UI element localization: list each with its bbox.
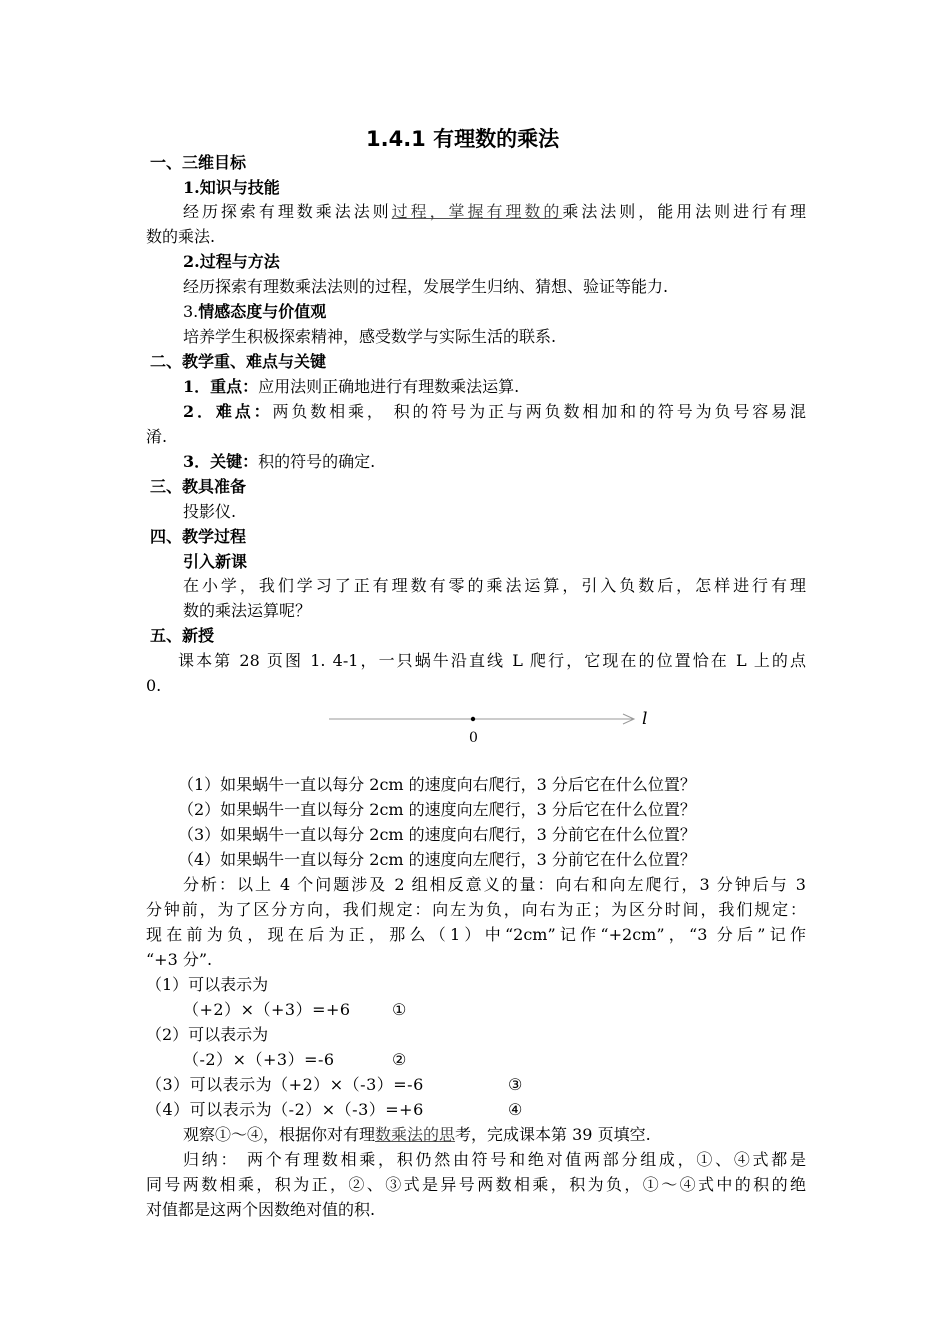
subheading-process: 2.过程与方法 — [183, 252, 280, 271]
representation-4: （4）可以表示为（-2）×（-3）=+6 — [146, 1100, 424, 1119]
difficulty-line2: 淆. — [146, 427, 168, 446]
observe-line: 观察①～④，根据你对有理数乘法的思考，完成课本第 39 页填空. — [183, 1125, 651, 1144]
representation-1-label: （1）可以表示为 — [146, 975, 269, 994]
knowledge-text-line1: 经历探索有理数乘法法则过程，掌握有理数的乘法法则，能用法则进行有理 — [183, 202, 806, 221]
subheading-emotion: 3.情感态度与价值观 — [183, 302, 327, 321]
equation-mark-4: ④ — [508, 1100, 523, 1119]
induction-line1: 归纳： 两个有理数相乘，积仍然由符号和绝对值两部分组成，①、④式都是 — [183, 1150, 806, 1169]
intro-text-line2: 数的乘法运算呢？ — [183, 601, 312, 620]
question-4: （4）如果蜗牛一直以每分 2cm 的速度向左爬行，3 分前它在什么位置？ — [178, 850, 696, 869]
representation-2-expr: （-2）×（+3）=-6 — [183, 1050, 335, 1069]
section-heading-objectives: 一、三维目标 — [150, 153, 247, 172]
representation-3: （3）可以表示为（+2）×（-3）=-6 — [146, 1075, 424, 1094]
question-1: （1）如果蜗牛一直以每分 2cm 的速度向右爬行，3 分后它在什么位置？ — [178, 775, 696, 794]
crux-line: 3．关键：积的符号的确定. — [183, 452, 376, 471]
representation-2-label: （2）可以表示为 — [146, 1025, 269, 1044]
analysis-line2: 分钟前，为了区分方向，我们规定：向左为负，向右为正；为区分时间，我们规定： — [146, 900, 806, 919]
equation-mark-2: ② — [392, 1050, 407, 1069]
lesson-intro-line1: 课本第 28 页图 1. 4-1，一只蜗牛沿直线 L 爬行，它现在的位置恰在 L 上的点 — [178, 651, 806, 670]
number-line-figure — [320, 704, 670, 748]
analysis-line4: “+3 分”. — [146, 950, 213, 969]
knowledge-text-line2: 数的乘法. — [146, 227, 216, 246]
difficulty-line1: 2．难点：两负数相乘， 积的符号为正与两负数相加和的符号为负号容易混 — [183, 402, 806, 421]
origin-label: 0 — [469, 730, 478, 746]
subheading-knowledge: 1.知识与技能 — [183, 178, 280, 197]
intro-text-line1: 在小学，我们学习了正有理数有零的乘法运算，引入负数后，怎样进行有理 — [183, 576, 806, 595]
line-label: l — [642, 709, 648, 729]
key-point-line: 1．重点：应用法则正确地进行有理数乘法运算. — [183, 377, 520, 396]
page-title: 1.4.1 有理数的乘法 — [366, 127, 560, 151]
section-heading-process: 四、教学过程 — [150, 527, 247, 546]
induction-line2: 同号两数相乘，积为正，②、③式是异号两数相乘，积为负，①～④式中的积的绝 — [146, 1175, 806, 1194]
subheading-intro: 引入新课 — [183, 552, 248, 571]
process-text: 经历探索有理数乘法法则的过程，发展学生归纳、猜想、验证等能力. — [183, 277, 669, 296]
question-2: （2）如果蜗牛一直以每分 2cm 的速度向左爬行，3 分后它在什么位置？ — [178, 800, 696, 819]
section-heading-key-points: 二、教学重、难点与关键 — [150, 352, 327, 371]
origin-point — [471, 717, 475, 721]
question-3: （3）如果蜗牛一直以每分 2cm 的速度向右爬行，3 分前它在什么位置？ — [178, 825, 696, 844]
equation-mark-1: ① — [392, 1000, 407, 1019]
tools-text: 投影仪. — [183, 502, 237, 521]
equation-mark-3: ③ — [508, 1075, 523, 1094]
induction-line3: 对值都是这两个因数绝对值的积. — [146, 1200, 376, 1219]
lesson-intro-line2: 0. — [146, 676, 162, 695]
section-heading-tools: 三、教具准备 — [150, 477, 247, 496]
section-heading-new-lesson: 五、新授 — [150, 626, 215, 645]
analysis-line1: 分析：以上 4 个问题涉及 2 组相反意义的量：向右和向左爬行，3 分钟后与 3 — [183, 875, 806, 894]
representation-1-expr: （+2）×（+3）=+6 — [183, 1000, 351, 1019]
analysis-line3: 现在前为负，现在后为正，那么（1）中“2cm”记作“+2cm”，“3 分后”记作 — [146, 925, 806, 944]
emotion-text: 培养学生积极探索精神，感受数学与实际生活的联系. — [183, 327, 557, 346]
